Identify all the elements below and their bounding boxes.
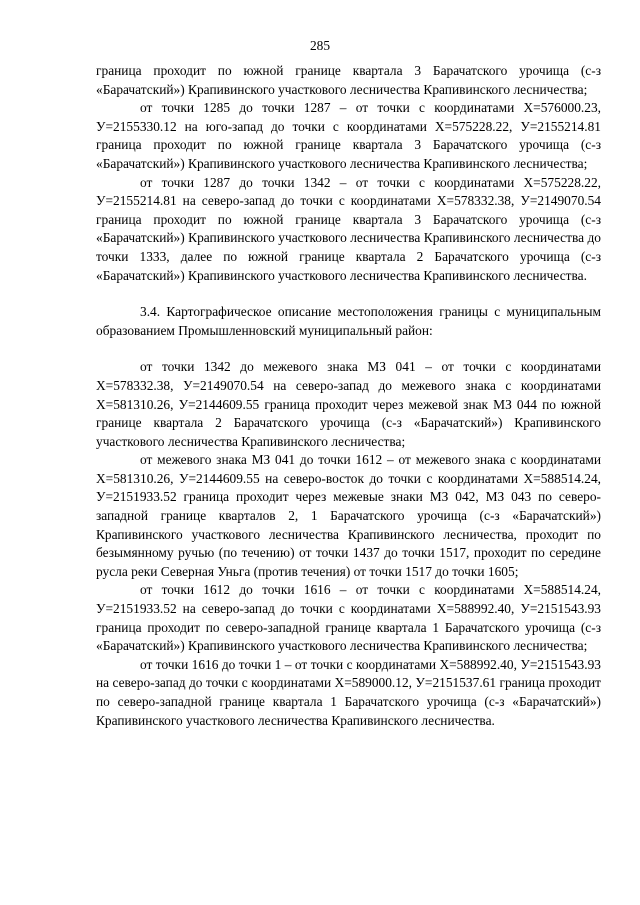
paragraph-segment-1285-1287: от точки 1285 до точки 1287 – от точки с координатами Х=576000.23, У=2155330.12 на юго-запад до точки с координатами Х=575228.22, У=2155214.81 граница проходит по южной границе квартала 3 Барачатского урочища (с-з «Барачатский») Крапивинского участкового лесничества Крапивинского лесничества;: [96, 100, 601, 171]
section-heading-3-4: 3.4. Картографическое описание местоположения границы с муниципальным образованием Промышленновский муниципальный район:: [96, 304, 601, 338]
page-number: 285: [309, 38, 331, 53]
paragraph-segment-1342-mz041: от точки 1342 до межевого знака МЗ 041 – от точки с координатами Х=578332.38, У=2149070.54 на северо-запад до межевого знака с координатами Х=581310.26, У=2144609.55 граница проходит через межевой знак МЗ 044 по южной границе квартала 2 Барачатского урочища (с-з «Барачатский») Крапивинского участкового лесничества Крапивинского лесничества;: [96, 359, 601, 449]
paragraph-segment-1616-1: от точки 1616 до точки 1 – от точки с координатами Х=588992.40, У=2151543.93 на северо-запад до точки с координатами Х=589000.12, У=2151537.61 граница проходит по северо-западной границе квартала 1 Барачатского урочища (с-з «Барачатский») Крапивинского участкового лесничества Крапивинского лесничества.: [96, 656, 601, 728]
paragraph-segment-mz041-1612: от межевого знака МЗ 041 до точки 1612 – от межевого знака с координатами Х=581310.26, У=2144609.55 на северо-восток до точки с координатами Х=588514.24, У=2151933.52 граница проходит через межевые знаки МЗ 042, МЗ 043 по северо-западной границе кварталов 2, 1 Барачатского урочища (с-з «Барачатский») Крапивинского участкового лесничества Крапивинского лесничества, проходит по безымянному ручью (по течению) от точки 1437 до точки 1517, проходит по середине русла реки Северная Уньга (против течения) от точки 1517 до точки 1605;: [96, 452, 601, 579]
paragraph-segment-1287-1342: от точки 1287 до точки 1342 – от точки с координатами Х=575228.22, У=2155214.81 на северо-запад до точки с координатами Х=578332.38, У=2149070.54 граница проходит по южной границе квартала 3 Барачатского урочища (с-з «Барачатский») Крапивинского участкового лесничества Крапивинского лесничества до точки 1333, далее по южной границе квартала 2 Барачатского урочища (с-з «Барачатский») Крапивинского участкового лесничества Крапивинского лесничества.: [96, 174, 601, 283]
document-body: [96, 62, 601, 730]
paragraph-segment-1612-1616: от точки 1612 до точки 1616 – от точки с координатами Х=588514.24, У=2151933.52 на северо-запад до точки с координатами Х=588992.40, У=2151543.93 граница проходит по северо-западной границе квартала 1 Барачатского урочища (с-з «Барачатский») Крапивинского участкового лесничества Крапивинского лесничества;: [96, 582, 601, 654]
paragraph-continuation: граница проходит по южной границе квартала 3 Барачатского урочища (с-з «Барачатский») Крапивинского участкового лесничества Крапивинского лесничества;: [96, 63, 601, 97]
